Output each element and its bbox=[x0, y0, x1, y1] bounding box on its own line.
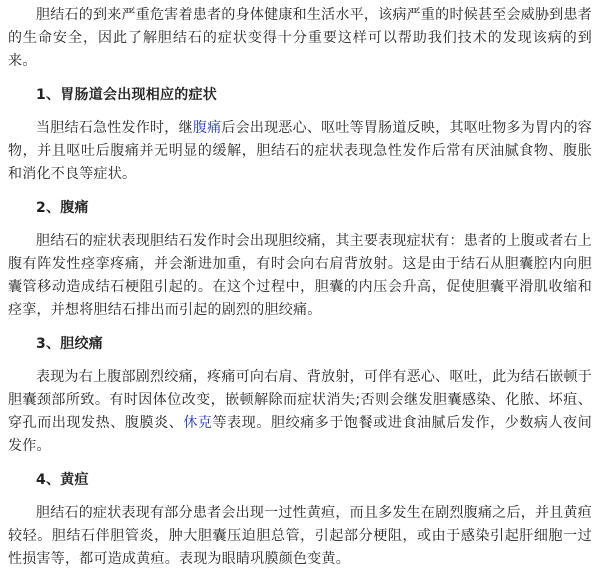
section-1-heading: 1、胃肠道会出现相应的症状 bbox=[36, 87, 217, 103]
section-3-text-end: 等表现。胆绞痛多于饱餐或进食油腻后发作，少数病人夜间发作。 bbox=[8, 415, 593, 454]
section-3-paragraph bbox=[8, 366, 592, 458]
section-1-text-start: 当胆结石急性发作时，继 bbox=[36, 120, 193, 136]
section-2-paragraph: 胆结石的症状表现胆结石发作时会出现胆绞痛，其主要表现症状有：患者的上腹或者右上腹有阵发性痉挛疼痛，并会渐进加重，有时会向右肩背放射。这是由于结石从胆囊腔内向胆囊管移动造成结石梗阻引起的。在这个过程中，胆囊的内压会升高，促使胆囊平滑肌收缩和痉挛，并想将胆结石排出而引起的剧烈的胆绞痛。 bbox=[8, 233, 592, 318]
section-1-text-end: 后会出现恶心、呕吐等胃肠道反映，其呕吐物多为胃内的容物，并且呕吐后腹痛并无明显的缓解，胆结石的症状表现急性发作后常有厌油腻食物、腹胀和消化不良等症状。 bbox=[8, 120, 593, 182]
link-abdominal-pain[interactable]: 腹痛 bbox=[192, 120, 222, 136]
section-4-paragraph: 胆结石的症状表现有部分患者会出现一过性黄疸，而且多发生在剧烈腹痛之后，并且黄疸较轻。胆结石伴胆管炎，肿大胆囊压迫胆总管，引起部分梗阻，或由于感染引起肝细胞一过性损害等，都可造成黄疸。表现为眼睛巩膜颜色变黄。 bbox=[8, 505, 592, 567]
section-4-heading: 4、黄疸 bbox=[36, 472, 89, 488]
link-shock[interactable]: 休克 bbox=[183, 415, 213, 431]
section-2-heading: 2、腹痛 bbox=[36, 200, 89, 216]
section-1-paragraph bbox=[8, 117, 592, 186]
intro-paragraph: 胆结石的到来严重危害着患者的身体健康和生活水平，该病严重的时候甚至会威胁到患者的生命安全，因此了解胆结石的症状变得十分重要这样可以帮助我们技术的发现该病的到来。 bbox=[8, 7, 592, 69]
section-3-text-start: 表现为右上腹部剧烈绞痛，疼痛可向右肩、背放射，可伴有恶心、呕吐，此为结石嵌顿于胆囊颈部所致。有时因体位改变，嵌顿解除而症状消失;否则会继发胆囊感染、化脓、坏疽、穿孔而出现发热、腹膜炎、 bbox=[8, 369, 592, 431]
section-3-heading: 3、胆绞痛 bbox=[36, 336, 103, 352]
